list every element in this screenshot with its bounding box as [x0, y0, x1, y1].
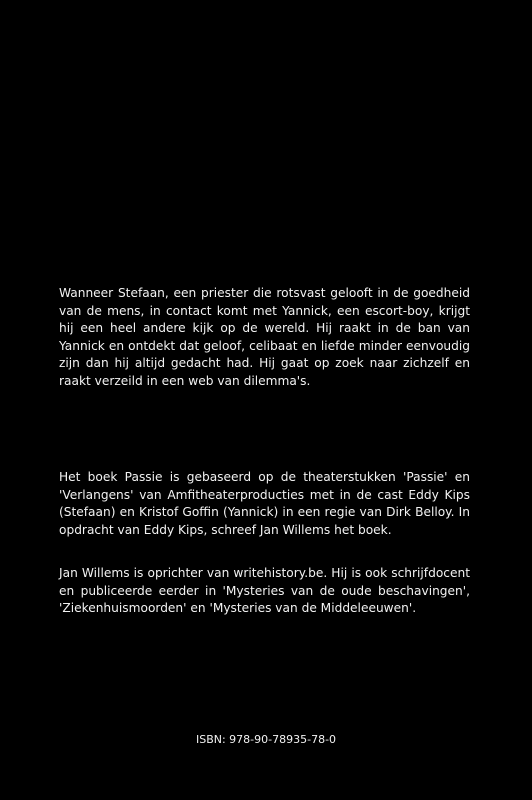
about-author-paragraph: Jan Willems is oprichter van writehistory.be. Hij is ook schrijfdocent en publiceerde eerder in 'Mysteries van de oude beschavingen', 'Ziekenhuismoorden' en 'Mysteries van de Middeleeuwen'.	[59, 566, 470, 616]
blurb-paragraph: Wanneer Stefaan, een priester die rotsvast gelooft in de goedheid van de mens, in contact komt met Yannick, een escort-boy, krijgt hij een heel andere kijk op de wereld. Hij raakt in de ban van Yannick en ontdekt dat geloof, celibaat en liefde minder eenvoudig zijn dan hij altijd gedacht had. Hij gaat op zoek naar zichzelf en raakt verzeild in een web van dilemma's.	[59, 286, 470, 388]
about-book-paragraph: Het boek Passie is gebaseerd op de theaterstukken 'Passie' en 'Verlangens' van Amfitheaterproducties met in de cast Eddy Kips (Stefaan) en Kristof Goffin (Yannick) in een regie van Dirk Belloy. In opdracht van Eddy Kips, schreef Jan Willems het boek.	[59, 470, 470, 537]
isbn-label: ISBN: 978-90-78935-78-0	[195, 733, 337, 746]
